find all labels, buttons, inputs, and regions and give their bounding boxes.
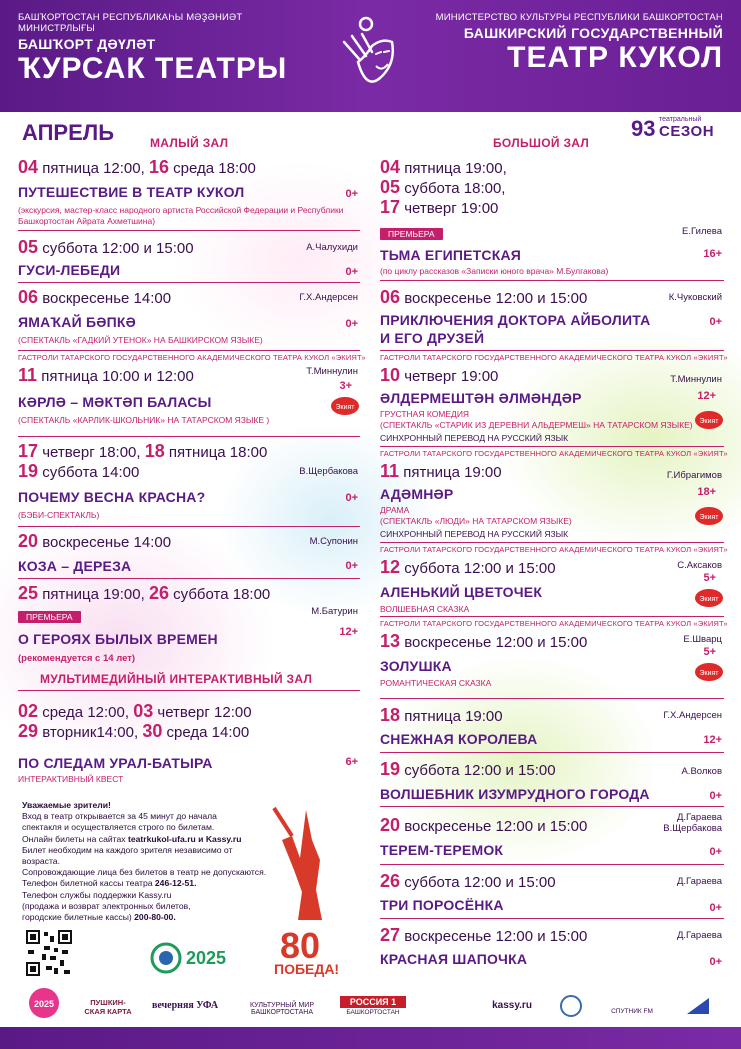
- divider: [380, 806, 724, 807]
- event-card: [380, 158, 724, 277]
- ekiyat-logo-icon: [694, 506, 724, 526]
- event-note: (БЭБИ-СПЕКТАКЛЬ): [18, 510, 100, 520]
- event-card: [380, 462, 724, 540]
- event-card: [18, 366, 360, 426]
- event-note: (рекомендуется с 14 лет): [18, 653, 136, 664]
- event-date-line: 13 воскресенье 12:00 и 15:00: [380, 631, 588, 651]
- divider: [18, 578, 360, 579]
- event-note: (СПЕКТАКЛЬ «ГАДКИЙ УТЕНОК» НА БАШКИРСКОМ ЯЗЫКЕ): [18, 335, 263, 345]
- info-line: Телефон билетной кассы театра 246-12-51.: [22, 878, 197, 889]
- author: Г.Ибрагимов: [666, 470, 722, 481]
- event-date-line: 29 вторник14:00, 30 среда 14:00: [18, 721, 250, 741]
- author: М.Батурин: [311, 606, 358, 617]
- event-title: ГУСИ-ЛЕБЕДИ: [18, 262, 121, 278]
- author: А.Волков: [681, 766, 722, 777]
- event-card: [380, 760, 724, 803]
- event-title: ПОЧЕМУ ВЕСНА КРАСНА?: [18, 489, 206, 505]
- svg-text:Экият: Экият: [699, 418, 719, 425]
- bottom-bar: [0, 1027, 741, 1049]
- author: Д.Гараева: [676, 930, 722, 941]
- partners-row: [18, 986, 724, 1026]
- event-title: ПУТЕШЕСТВИЕ В ТЕАТР КУКОЛ: [18, 184, 245, 200]
- divider: [18, 282, 360, 283]
- author: А.Чалухиди: [306, 242, 358, 253]
- header-right: [403, 12, 723, 75]
- info-line: Онлайн билеты на сайтах teatrkukol-ufa.ru и Kassy.ru: [22, 833, 242, 844]
- multimedia-hall: [18, 690, 360, 790]
- event-title: АЛЕНЬКИЙ ЦВЕТОЧЕК: [380, 584, 543, 600]
- divider: [18, 436, 360, 437]
- tour-label: ГАСТРОЛИ ТАТАРСКОГО ГОСУДАРСТВЕННОГО АКАДЕМИЧЕСКОГО ТЕАТРА КУКОЛ «ЭКИЯТ»: [18, 353, 366, 362]
- event-note: (СПЕКТАКЛЬ «КАРЛИК-ШКОЛЬНИК» НА ТАТАРСКОМ ЯЗЫКЕ ): [18, 415, 270, 425]
- event-title: ПРИКЛЮЧЕНИЯ ДОКТОРА АЙБОЛИТА: [380, 312, 651, 328]
- event-note: (СПЕКТАКЛЬ «СТАРИК ИЗ ДЕРЕВНИ АЛЬДЕРМЕШ» НА ТАТАРСКОМ ЯЗЫКЕ): [380, 420, 693, 430]
- divider: [380, 918, 724, 919]
- qr-code-icon[interactable]: [24, 928, 74, 978]
- author: Т.Миннулин: [306, 366, 358, 377]
- emblem-icon: [150, 936, 245, 978]
- info-line: Сопровождающие лица без билетов в театр не допускаются.: [22, 867, 267, 878]
- theatre-logo-icon: [336, 12, 402, 98]
- right-ministry: МИНИСТЕРСТВО КУЛЬТУРЫ РЕСПУБЛИКИ БАШКОРТОСТАН: [435, 12, 723, 23]
- event-note: ГРУСТНАЯ КОМЕДИЯ: [380, 409, 470, 419]
- info-line: спектакля и осуществляется строго по билетам.: [22, 822, 215, 833]
- author: Д.Гараева: [676, 876, 722, 887]
- svg-text:2025: 2025: [33, 999, 55, 1009]
- info-line: (продажа и возврат электронных билетов,: [22, 900, 191, 911]
- header-left: [18, 12, 318, 86]
- event-date-line: 19 суббота 14:00: [18, 461, 140, 481]
- event-card: [380, 632, 724, 689]
- header: [0, 0, 741, 112]
- info-line: Уважаемые зрители!: [22, 800, 111, 810]
- ekiyat-logo-icon: [330, 396, 360, 416]
- ekiyat-logo-icon: [694, 410, 724, 430]
- visitor-info: [22, 800, 272, 923]
- tour-label: ГАСТРОЛИ ТАТАРСКОГО ГОСУДАРСТВЕННОГО АКАДЕМИЧЕСКОГО ТЕАТРА КУКОЛ «ЭКИЯТ»: [380, 619, 728, 628]
- event-title: ЗОЛУШКА: [380, 658, 452, 674]
- event-date-line: 27 воскресенье 12:00 и 15:00: [380, 925, 588, 945]
- age-badge: 5+: [703, 572, 716, 584]
- event-title: ВОЛШЕБНИК ИЗУМРУДНОГО ГОРОДА: [380, 786, 650, 802]
- event-title: ТЕРЕМ-ТЕРЕМОК: [380, 842, 504, 858]
- event-card: [18, 238, 360, 279]
- author: С.Аксаков: [677, 560, 722, 571]
- event-card: [380, 812, 724, 859]
- event-date-line: 06 воскресенье 14:00: [18, 287, 172, 307]
- season-number: 93: [631, 116, 656, 141]
- event-date-line: 26 суббота 12:00 и 15:00: [380, 871, 556, 891]
- event-card: [18, 532, 360, 575]
- event-date-line: 05 суббота 12:00 и 15:00: [18, 237, 194, 257]
- event-date-line: 18 пятница 19:00: [380, 705, 503, 725]
- age-badge: 0+: [345, 560, 358, 572]
- partner-logo: [22, 986, 66, 1026]
- event-title: ӘЛДЕРМЕШТӘН ӘЛМӘНДӘР: [380, 390, 582, 406]
- info-line: городские билетные кассы) 200-80-00.: [22, 912, 176, 923]
- event-date-line: 12 суббота 12:00 и 15:00: [380, 557, 556, 577]
- event-card: [18, 442, 360, 521]
- event-note: ВОЛШЕБНАЯ СКАЗКА: [380, 604, 470, 614]
- divider: [18, 350, 360, 351]
- event-note: (СПЕКТАКЛЬ «ЛЮДИ» НА ТАТАРСКОМ ЯЗЫКЕ): [380, 516, 572, 526]
- age-badge: 0+: [345, 266, 358, 278]
- divider: [380, 698, 724, 699]
- age-badge: 0+: [709, 790, 722, 802]
- season-small: театральный: [659, 116, 702, 123]
- event-card: [380, 706, 724, 748]
- multimedia-hall-title: МУЛЬТИМЕДИЙНЫЙ ИНТЕРАКТИВНЫЙ ЗАЛ: [40, 672, 313, 686]
- ekiyat-logo-icon: [694, 662, 724, 682]
- sputnik-fm-logo: СПУТНИК FM: [611, 1008, 653, 1015]
- event-date-line: 05 суббота 18:00,: [380, 177, 506, 197]
- event-date-line: 04 пятница 19:00,: [380, 157, 507, 177]
- svg-text:Экият: Экият: [335, 404, 355, 411]
- event-date-line: 17 четверг 18:00, 18 пятница 18:00: [18, 441, 268, 461]
- left-theatre: ҠУРСАК ТЕАТРЫ: [18, 52, 288, 85]
- age-badge: 12+: [339, 626, 358, 638]
- author: Г.Х.Андерсен: [663, 710, 722, 721]
- svg-text:Экият: Экият: [699, 670, 719, 677]
- author: В.Щербакова: [299, 466, 358, 477]
- season-badge: [631, 114, 721, 142]
- event-title: КОЗА – ДЕРЕЗА: [18, 558, 132, 574]
- age-badge: 0+: [345, 188, 358, 200]
- age-badge: 12+: [697, 390, 716, 402]
- event-note: (по циклу рассказов «Записки юного врача» М.Булгакова): [380, 266, 609, 276]
- age-badge: 3+: [339, 380, 352, 392]
- premiere-badge: ПРЕМЬЕРА: [380, 228, 443, 240]
- kassy-logo: kassy.ru: [492, 1000, 532, 1011]
- svg-text:80: 80: [280, 925, 321, 966]
- event-title: КРАСНАЯ ШАПОЧКА: [380, 951, 528, 967]
- victory-80-logo: [262, 800, 352, 978]
- svg-text:2025: 2025: [186, 948, 227, 968]
- event-card: [380, 872, 724, 914]
- event-note: РОМАНТИЧЕСКАЯ СКАЗКА: [380, 678, 492, 688]
- small-hall-title: МАЛЫЙ ЗАЛ: [150, 136, 229, 150]
- event-card: [18, 158, 360, 227]
- info-line: Вход в театр открывается за 45 минут до начала: [22, 811, 217, 822]
- premiere-badge: ПРЕМЬЕРА: [18, 611, 81, 623]
- event-card: [18, 288, 360, 346]
- event-note: ИНТЕРАКТИВНЫЙ КВЕСТ: [18, 774, 124, 784]
- right-state: БАШКИРСКИЙ ГОСУДАРСТВЕННЫЙ: [463, 25, 723, 41]
- event-date-line: 10 четверг 19:00: [380, 365, 499, 385]
- left-state: БАШҠОРТ ДӘҮЛӘТ: [18, 36, 156, 52]
- event-date-line: 04 пятница 12:00, 16 среда 18:00: [18, 157, 256, 177]
- svg-text:Экият: Экият: [699, 514, 719, 521]
- info-line: Билет необходим на каждого зрителя независимо от возраста.: [22, 844, 233, 867]
- divider: [380, 864, 724, 865]
- svg-text:ПОБЕДА!: ПОБЕДА!: [274, 961, 340, 977]
- russia1-logo: РОССИЯ 1 БАШКОРТОСТАН: [340, 986, 406, 1026]
- author: Г.Х.Андерсен: [299, 292, 358, 303]
- author: Д.Гараева: [676, 812, 722, 823]
- event-card: [380, 366, 724, 444]
- author: В.Щербакова: [663, 823, 722, 834]
- tour-label: ГАСТРОЛИ ТАТАРСКОГО ГОСУДАРСТВЕННОГО АКАДЕМИЧЕСКОГО ТЕАТРА КУКОЛ «ЭКИЯТ»: [380, 449, 728, 458]
- event-title: ТРИ ПОРОСЁНКА: [380, 897, 504, 913]
- premiere-row: [18, 607, 360, 625]
- event-date-line: 25 пятница 19:00, 26 суббота 18:00: [18, 583, 271, 603]
- age-badge: 0+: [345, 492, 358, 504]
- event-card: [380, 288, 724, 347]
- event-date-line: 17 четверг 19:00: [380, 197, 499, 217]
- age-badge: 0+: [709, 902, 722, 914]
- partner-round-icon: [556, 986, 586, 1026]
- event-date-line: 06 воскресенье 12:00 и 15:00: [380, 287, 588, 307]
- age-badge: 12+: [703, 734, 722, 746]
- event-date-line: 19 суббота 12:00 и 15:00: [380, 759, 556, 779]
- translation-note: СИНХРОННЫЙ ПЕРЕВОД НА РУССКИЙ ЯЗЫК: [380, 529, 569, 539]
- left-ministry: БАШҠОРТОСТАН РЕСПУБЛИКАҺЫ МӘҘӘНИӘТ МИНИСТРЛЫҒЫ: [18, 12, 243, 34]
- info-line: Телефон службы поддержки Kassy.ru: [22, 889, 172, 900]
- event-date-line: 11 пятница 19:00: [380, 461, 502, 481]
- event-note: ДРАМА: [380, 505, 410, 515]
- event-title: АДӘМНӘР: [380, 486, 454, 502]
- box-office-phone[interactable]: 246-12-51.: [154, 878, 197, 889]
- divider: [18, 526, 360, 527]
- age-badge: 0+: [709, 846, 722, 858]
- event-title-line2: И ЕГО ДРУЗЕЙ: [380, 330, 485, 346]
- age-badge: 18+: [697, 486, 716, 498]
- divider: [380, 446, 724, 447]
- event-title: ЯМАҠАЙ БӘПКӘ: [18, 314, 136, 330]
- event-title: О ГЕРОЯХ БЫЛЫХ ВРЕМЕН: [18, 631, 218, 647]
- big-hall-column: [380, 154, 728, 974]
- author: Е.Шварц: [683, 634, 722, 645]
- culture-world-logo: КУЛЬТУРНЫЙ МИР БАШКОРТОСТАНА: [249, 1002, 314, 1016]
- event-date-line: 20 воскресенье 14:00: [18, 531, 172, 551]
- age-badge: 0+: [345, 318, 358, 330]
- big-hall-title: БОЛЬШОЙ ЗАЛ: [493, 136, 590, 150]
- divider: [380, 542, 724, 543]
- month-title: АПРЕЛЬ: [22, 120, 115, 145]
- event-title: ТЬМА ЕГИПЕТСКАЯ: [380, 247, 522, 263]
- age-badge: 0+: [709, 956, 722, 968]
- divider: [380, 616, 724, 617]
- event-title: ПО СЛЕДАМ УРАЛ-БАТЫРА: [18, 755, 213, 771]
- divider: [18, 690, 360, 691]
- event-title: КӘРЛӘ – МӘКТӘП БАЛАСЫ: [18, 394, 212, 410]
- motherland-statue-icon: [262, 800, 352, 978]
- tour-label: ГАСТРОЛИ ТАТАРСКОГО ГОСУДАРСТВЕННОГО АКАДЕМИЧЕСКОГО ТЕАТРА КУКОЛ «ЭКИЯТ»: [380, 353, 728, 362]
- ekiyat-logo-icon: [694, 588, 724, 608]
- vechernyaya-ufa-logo: вечерняя УФА: [151, 1000, 219, 1011]
- tour-label: ГАСТРОЛИ ТАТАРСКОГО ГОСУДАРСТВЕННОГО АКАДЕМИЧЕСКОГО ТЕАТРА КУКОЛ «ЭКИЯТ»: [380, 545, 728, 554]
- year-2025-logo: [150, 936, 245, 978]
- divider: [380, 350, 724, 351]
- partner-flag-icon: [678, 986, 718, 1026]
- age-badge: 0+: [709, 316, 722, 328]
- age-badge: 6+: [345, 756, 358, 768]
- author: Е.Гилева: [682, 226, 722, 237]
- author: Т.Миннулин: [670, 374, 722, 385]
- ticket-sites-link[interactable]: teatrkukol-ufa.ru и Kassy.ru: [127, 833, 242, 844]
- right-theatre: ТЕАТР КУКОЛ: [507, 41, 723, 74]
- premiere-row: [380, 224, 724, 242]
- divider: [380, 752, 724, 753]
- event-date-line: 20 воскресенье 12:00 и 15:00: [380, 815, 588, 835]
- event-note: (экскурсия, мастер-класс народного артиста Российской Федерации и Республики Башкортостан Айрата Ахметшина): [18, 205, 344, 226]
- svg-text:Экият: Экият: [699, 596, 719, 603]
- event-date-line: 11 пятница 10:00 и 12:00: [18, 365, 194, 385]
- season-word: СЕЗОН: [659, 123, 715, 140]
- event-title: СНЕЖНАЯ КОРОЛЕВА: [380, 731, 538, 747]
- support-phone[interactable]: 200-80-00.: [134, 912, 176, 923]
- author: М.Супонин: [309, 536, 358, 547]
- pushkin-card-logo: ПУШКИН-СКАЯ КАРТА: [84, 998, 132, 1016]
- author: К.Чуковский: [668, 292, 722, 303]
- translation-note: СИНХРОННЫЙ ПЕРЕВОД НА РУССКИЙ ЯЗЫК: [380, 433, 569, 443]
- divider: [380, 280, 724, 281]
- event-card: [380, 558, 724, 615]
- divider: [18, 230, 360, 231]
- age-badge: 16+: [703, 248, 722, 260]
- age-badge: 5+: [703, 646, 716, 658]
- event-card: [380, 926, 724, 968]
- event-card: [18, 584, 360, 664]
- event-date-line: 02 среда 12:00, 03 четверг 12:00: [18, 701, 252, 721]
